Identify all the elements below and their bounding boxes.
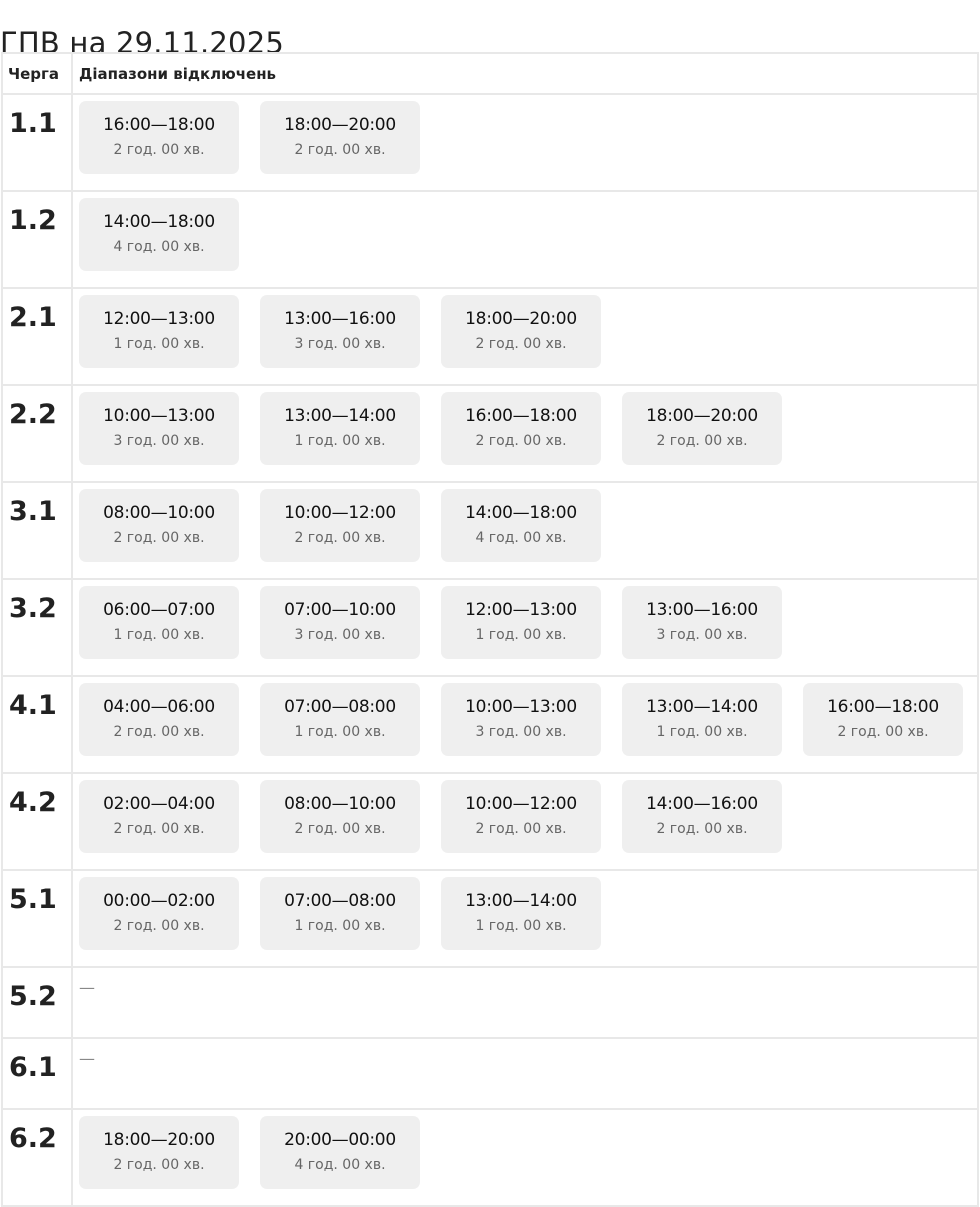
outage-duration: 2 год. 00 хв.: [294, 142, 386, 158]
outage-time-range: 13:00—16:00: [646, 600, 758, 620]
outage-time-range: 10:00—12:00: [284, 503, 396, 523]
outage-time-range: 18:00—20:00: [284, 115, 396, 135]
outage-time-range: 16:00—18:00: [827, 697, 939, 717]
outage-slot: [79, 489, 239, 562]
outage-duration: 3 год. 00 хв.: [294, 336, 386, 352]
outage-duration: 2 год. 00 хв.: [475, 433, 567, 449]
table-row: [2, 967, 978, 1038]
table-row: [2, 870, 978, 967]
outage-time-range: 18:00—20:00: [646, 406, 758, 426]
outage-slot-list: [79, 198, 977, 271]
outage-slot: [260, 877, 420, 950]
outage-slot-list: [79, 295, 977, 368]
outage-ranges-cell: [72, 94, 978, 191]
outage-slot: [79, 101, 239, 174]
outage-slot: [79, 877, 239, 950]
table-row: [2, 1109, 978, 1206]
outage-ranges-cell: [72, 773, 978, 870]
outage-slot: [441, 683, 601, 756]
outage-slot: [260, 1116, 420, 1189]
outage-duration: 3 год. 00 хв.: [475, 724, 567, 740]
outage-slot: [260, 683, 420, 756]
outage-ranges-cell: [72, 579, 978, 676]
outage-duration: 1 год. 00 хв.: [294, 724, 386, 740]
queue-number: 2.2: [2, 385, 72, 482]
outage-duration: 2 год. 00 хв.: [475, 821, 567, 837]
outage-slot-list: [79, 101, 977, 174]
outage-time-range: 13:00—14:00: [465, 891, 577, 911]
outage-slot: [79, 586, 239, 659]
outage-duration: 1 год. 00 хв.: [475, 627, 567, 643]
outage-duration: 2 год. 00 хв.: [475, 336, 567, 352]
outage-slot-list: [79, 489, 977, 562]
outage-duration: 4 год. 00 хв.: [475, 530, 567, 546]
queue-number: 5.2: [2, 967, 72, 1038]
outage-slot: [441, 586, 601, 659]
queue-number: 2.1: [2, 288, 72, 385]
outage-duration: 2 год. 00 хв.: [113, 1157, 205, 1173]
table-row: [2, 482, 978, 579]
outage-duration: 2 год. 00 хв.: [656, 433, 748, 449]
queue-number: 1.2: [2, 191, 72, 288]
outage-time-range: 07:00—08:00: [284, 891, 396, 911]
outage-duration: 1 год. 00 хв.: [113, 336, 205, 352]
outage-duration: 1 год. 00 хв.: [656, 724, 748, 740]
outage-time-range: 12:00—13:00: [465, 600, 577, 620]
outage-time-range: 16:00—18:00: [103, 115, 215, 135]
ranges-column-header: Діапазони відключень: [72, 53, 978, 94]
outage-slot: [803, 683, 963, 756]
outage-duration: 3 год. 00 хв.: [113, 433, 205, 449]
outage-slot: [260, 586, 420, 659]
outage-duration: 2 год. 00 хв.: [113, 142, 205, 158]
outage-time-range: 08:00—10:00: [284, 794, 396, 814]
outage-slot: [260, 101, 420, 174]
outage-duration: 3 год. 00 хв.: [294, 627, 386, 643]
outage-duration: 2 год. 00 хв.: [113, 821, 205, 837]
outage-time-range: 12:00—13:00: [103, 309, 215, 329]
outage-time-range: 18:00—20:00: [465, 309, 577, 329]
outage-slot-list: [79, 877, 977, 950]
outage-time-range: 10:00—12:00: [465, 794, 577, 814]
outage-duration: 1 год. 00 хв.: [294, 433, 386, 449]
outage-time-range: 10:00—13:00: [465, 697, 577, 717]
outage-duration: 2 год. 00 хв.: [294, 821, 386, 837]
outage-slot: [622, 392, 782, 465]
outage-ranges-cell: [72, 191, 978, 288]
table-row: [2, 579, 978, 676]
outage-duration: 1 год. 00 хв.: [294, 918, 386, 934]
outage-slot: [260, 489, 420, 562]
queue-number: 5.1: [2, 870, 72, 967]
queue-number: 6.1: [2, 1038, 72, 1109]
outage-slot: [260, 295, 420, 368]
outage-slot: [622, 586, 782, 659]
outage-duration: 4 год. 00 хв.: [294, 1157, 386, 1173]
queue-number: 4.2: [2, 773, 72, 870]
outage-duration: 2 год. 00 хв.: [113, 724, 205, 740]
outage-ranges-cell: [72, 1038, 978, 1109]
outage-duration: 2 год. 00 хв.: [113, 530, 205, 546]
outage-duration: 1 год. 00 хв.: [475, 918, 567, 934]
outage-slot: [260, 780, 420, 853]
outage-slot: [441, 489, 601, 562]
outage-time-range: 14:00—18:00: [465, 503, 577, 523]
outage-slot-list: [79, 780, 977, 853]
page-title: ГПВ на 29.11.2025: [0, 26, 284, 61]
no-outages-dash: —: [79, 978, 95, 997]
outage-slot: [441, 295, 601, 368]
table-header-row: [2, 53, 978, 94]
outage-slot: [79, 198, 239, 271]
outage-time-range: 20:00—00:00: [284, 1130, 396, 1150]
outage-duration: 2 год. 00 хв.: [656, 821, 748, 837]
outage-slot: [79, 683, 239, 756]
table-row: [2, 385, 978, 482]
outage-time-range: 06:00—07:00: [103, 600, 215, 620]
outage-ranges-cell: [72, 288, 978, 385]
outage-ranges-cell: [72, 482, 978, 579]
outage-slot: [260, 392, 420, 465]
outage-time-range: 13:00—14:00: [284, 406, 396, 426]
table-row: [2, 676, 978, 773]
queue-number: 4.1: [2, 676, 72, 773]
table-row: [2, 94, 978, 191]
outage-slot: [79, 392, 239, 465]
no-outages-dash: —: [79, 1049, 95, 1068]
outage-ranges-cell: [72, 385, 978, 482]
outage-duration: 1 год. 00 хв.: [113, 627, 205, 643]
outage-slot-list: [79, 683, 977, 756]
outage-time-range: 00:00—02:00: [103, 891, 215, 911]
table-row: [2, 1038, 978, 1109]
outage-time-range: 14:00—18:00: [103, 212, 215, 232]
queue-number: 1.1: [2, 94, 72, 191]
outage-slot-list: [79, 1116, 977, 1189]
outage-slot-list: [79, 392, 977, 465]
outage-time-range: 10:00—13:00: [103, 406, 215, 426]
outage-time-range: 18:00—20:00: [103, 1130, 215, 1150]
queue-number: 3.1: [2, 482, 72, 579]
outage-duration: 3 год. 00 хв.: [656, 627, 748, 643]
outage-slot: [622, 780, 782, 853]
outage-slot-list: [79, 586, 977, 659]
outage-slot: [441, 780, 601, 853]
outage-time-range: 08:00—10:00: [103, 503, 215, 523]
outage-time-range: 14:00—16:00: [646, 794, 758, 814]
outage-slot: [79, 780, 239, 853]
outage-duration: 4 год. 00 хв.: [113, 239, 205, 255]
outage-ranges-cell: [72, 1109, 978, 1206]
outage-schedule-table: [1, 52, 979, 1207]
table-row: [2, 773, 978, 870]
outage-time-range: 16:00—18:00: [465, 406, 577, 426]
outage-time-range: 04:00—06:00: [103, 697, 215, 717]
outage-slot: [79, 295, 239, 368]
queue-number: 3.2: [2, 579, 72, 676]
queue-column-header: Черга: [2, 53, 72, 94]
outage-slot: [441, 877, 601, 950]
outage-duration: 2 год. 00 хв.: [837, 724, 929, 740]
outage-time-range: 07:00—10:00: [284, 600, 396, 620]
outage-time-range: 07:00—08:00: [284, 697, 396, 717]
table-row: [2, 288, 978, 385]
outage-ranges-cell: [72, 967, 978, 1038]
outage-duration: 2 год. 00 хв.: [294, 530, 386, 546]
outage-ranges-cell: [72, 870, 978, 967]
outage-slot: [441, 392, 601, 465]
outage-ranges-cell: [72, 676, 978, 773]
table-row: [2, 191, 978, 288]
outage-time-range: 02:00—04:00: [103, 794, 215, 814]
outage-duration: 2 год. 00 хв.: [113, 918, 205, 934]
outage-time-range: 13:00—14:00: [646, 697, 758, 717]
outage-slot: [79, 1116, 239, 1189]
outage-slot: [622, 683, 782, 756]
table-body: [2, 94, 978, 1206]
queue-number: 6.2: [2, 1109, 72, 1206]
outage-time-range: 13:00—16:00: [284, 309, 396, 329]
